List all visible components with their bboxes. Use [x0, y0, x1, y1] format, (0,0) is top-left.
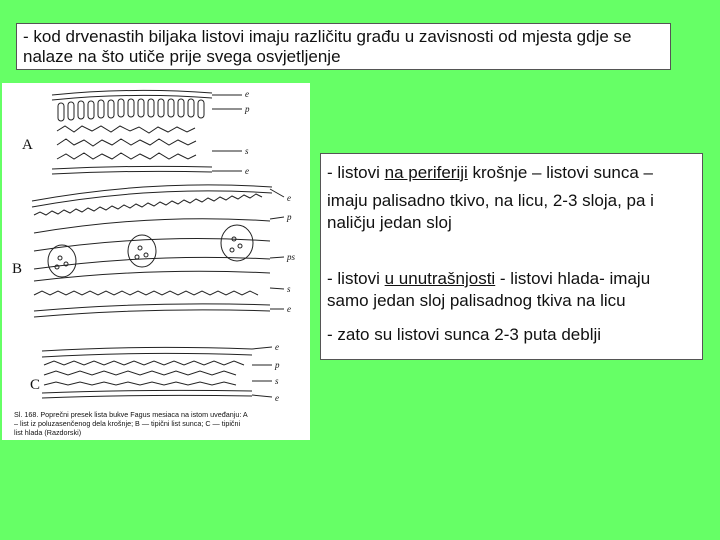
bullet-sun-leaves [327, 162, 696, 184]
bullet-3-underlined: u unutrašnjosti [384, 269, 496, 288]
section-label-a: A [22, 137, 33, 153]
section-b-drawing [32, 185, 284, 317]
section-a-drawing [52, 90, 242, 174]
bullet-thickness: - zato su listovi sunca 2-3 puta deblji [327, 325, 602, 344]
tag-b-s: s [287, 284, 291, 294]
bullet-1-underlined: na periferiji [384, 163, 468, 182]
tag-b-p: p [287, 212, 292, 222]
bullet-1-suffix: krošnje – listovi sunca – [467, 163, 653, 182]
tag-c-e-bottom: e [275, 393, 279, 403]
figure-caption-line-2: – list iz poluzasenčenog dela krošnje; B — tipični list sunca; C — tipični [14, 419, 241, 428]
sun-leaves-description: imaju palisadno tkivo, na licu, 2-3 sloja, pa i naličju jedan sloj [327, 191, 654, 232]
tag-a-e-bottom: e [245, 166, 249, 176]
bullet-3-suffix: - listovi hlada- imaju samo jedan sloj palisadnog tkiva na licu [327, 269, 651, 310]
section-label-c: C [30, 377, 41, 393]
figure-caption-line-3: list hlada (Razdorski) [14, 428, 82, 437]
tag-b-ps: ps [287, 252, 296, 262]
bullet-1-prefix: - listovi [327, 163, 385, 182]
section-label-b: B [12, 261, 23, 277]
tag-c-s: s [275, 376, 279, 386]
tag-a-p: p [245, 104, 250, 114]
tag-c-e-top: e [275, 342, 279, 352]
title-text: - kod drvenastih biljaka listovi imaju različitu građu u zavisnosti od mjesta gdje se nalaze na što utiče prije svega osvjetljenje [23, 27, 632, 66]
bullet-shade-leaves [327, 268, 696, 312]
bullet-3-prefix: - listovi [327, 269, 385, 288]
figure-caption-line-1: Sl. 168. Poprečni presek lista bukve Fagus mesiaca na istom uveđanju: A [14, 410, 248, 419]
side-text-box [320, 153, 703, 360]
title-box [16, 23, 671, 70]
tag-c-p: p [275, 360, 280, 370]
section-c-drawing [42, 347, 272, 398]
leaf-cross-section-figure [2, 83, 310, 440]
leaf-cross-section-illustration [2, 83, 310, 440]
tag-a-e-top: e [245, 89, 249, 99]
tag-b-e-bottom: e [287, 304, 291, 314]
tag-a-s: s [245, 146, 249, 156]
tag-b-e-top: e [287, 193, 291, 203]
